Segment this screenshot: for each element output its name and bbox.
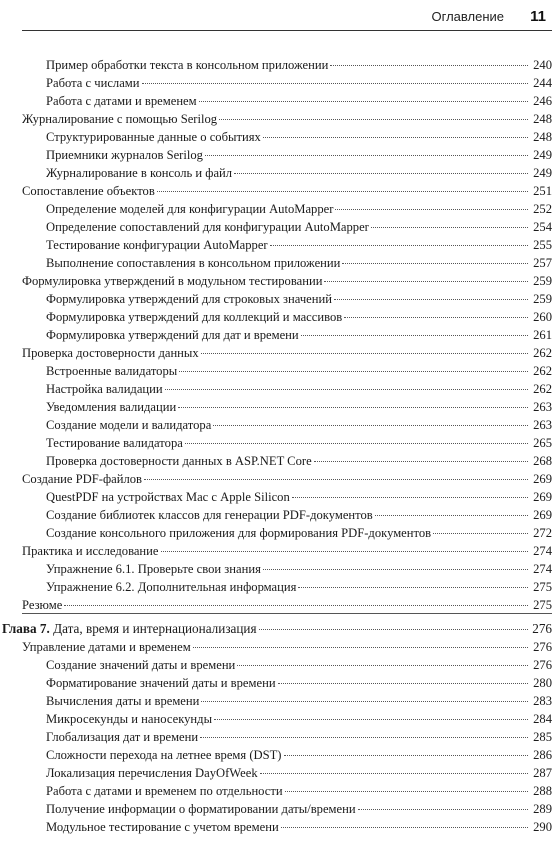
toc-entry-title <box>46 657 235 673</box>
toc-subsection[interactable] <box>46 579 552 595</box>
toc-entry-title <box>46 363 177 379</box>
toc-subsection[interactable] <box>46 729 552 745</box>
entry-title-text: Локализация перечисления DayOfWeek <box>46 766 258 780</box>
toc-subsection[interactable] <box>46 129 552 145</box>
dot-leader <box>285 790 528 792</box>
dot-leader <box>178 406 528 408</box>
toc-section[interactable] <box>22 471 552 487</box>
toc-subsection[interactable] <box>46 675 552 691</box>
entry-title-text: Формулировка утверждений для коллекций и массивов <box>46 310 343 324</box>
toc-subsection[interactable] <box>46 75 552 91</box>
dot-leader <box>284 754 529 756</box>
toc-page-number: 246 <box>533 94 552 108</box>
toc-subsection[interactable] <box>46 327 552 343</box>
toc-page-number: 248 <box>533 112 552 126</box>
dot-leader <box>375 514 528 516</box>
toc-page-number: 259 <box>533 292 552 306</box>
toc-entry-title <box>46 417 211 433</box>
entry-title-text: Создание библиотек классов для генерации PDF-документов <box>46 508 373 522</box>
entry-title-text: Работа с датами и временем <box>46 94 197 108</box>
toc-page-number: 286 <box>533 748 552 762</box>
toc-page-number: 276 <box>533 658 552 672</box>
toc-entry-title <box>22 639 191 655</box>
toc-section[interactable] <box>22 597 552 614</box>
entry-title-text: Микросекунды и наносекунды <box>46 712 213 726</box>
toc-entry-title <box>46 747 282 763</box>
toc-entry-title <box>46 381 163 397</box>
dot-leader <box>144 478 528 480</box>
toc-subsection[interactable] <box>46 525 552 541</box>
dot-leader <box>324 280 528 282</box>
dot-leader <box>344 316 528 318</box>
toc-entry-title <box>46 453 312 469</box>
toc-page-number: 249 <box>533 166 552 180</box>
dot-leader <box>334 298 528 300</box>
chapter-label: Глава 7. <box>2 621 50 636</box>
toc-subsection[interactable] <box>46 147 552 163</box>
toc-entry-title <box>2 621 257 637</box>
toc-page-number: 268 <box>533 454 552 468</box>
toc-subsection[interactable] <box>46 783 552 799</box>
dot-leader <box>234 172 528 174</box>
entry-title-text: Определение моделей для конфигурации AutoMapper <box>46 202 334 216</box>
toc-entry-title <box>22 345 199 361</box>
toc-entry-title <box>46 201 333 217</box>
dot-leader <box>298 586 528 588</box>
entry-title-text: Формулировка утверждений в модульном тестировании <box>22 274 323 288</box>
entry-title-text: Встроенные валидаторы <box>46 364 178 378</box>
dot-leader <box>200 736 528 738</box>
toc-subsection[interactable] <box>46 363 552 379</box>
toc-entry-title <box>46 579 296 595</box>
toc-entry-title <box>46 729 198 745</box>
dot-leader <box>237 664 528 666</box>
dot-leader <box>260 772 528 774</box>
toc-page-number: 240 <box>533 58 552 72</box>
toc-section[interactable] <box>22 639 552 655</box>
entry-title-text: Журналирование с помощью Serilog <box>22 112 218 126</box>
dot-leader <box>219 118 528 120</box>
toc-page-number: 259 <box>533 274 552 288</box>
entry-title-text: Создание значений даты и времени <box>46 658 236 672</box>
toc-entry-title <box>46 675 276 691</box>
dot-leader <box>263 136 528 138</box>
running-header <box>0 8 560 28</box>
toc-entry-title <box>46 93 197 109</box>
dot-leader <box>157 190 528 192</box>
entry-title-text: Журналирование в консоль и файл <box>46 166 233 180</box>
entry-title-text: Резюме <box>22 598 63 612</box>
entry-title-text: Управление датами и временем <box>22 640 191 654</box>
toc-subsection[interactable] <box>46 165 552 181</box>
toc-entry-title <box>46 57 328 73</box>
toc-subsection[interactable] <box>46 57 552 73</box>
toc-subsection[interactable] <box>46 309 552 325</box>
entry-title-text: Пример обработки текста в консольном приложении <box>46 58 329 72</box>
dot-leader <box>358 808 528 810</box>
toc-page-number: 265 <box>533 436 552 450</box>
toc-page-number: 262 <box>533 364 552 378</box>
dot-leader <box>292 496 528 498</box>
toc-page-number: 274 <box>533 562 552 576</box>
entry-title-text: Получение информации о форматировании даты/времени <box>46 802 356 816</box>
toc-subsection[interactable] <box>46 453 552 469</box>
toc-subsection[interactable] <box>46 819 552 835</box>
toc-entry-title <box>46 399 176 415</box>
entry-title-text: Упражнение 6.1. Проверьте свои знания <box>46 562 261 576</box>
dot-leader <box>335 208 528 210</box>
toc-entry-title <box>22 543 159 559</box>
toc-subsection[interactable] <box>46 417 552 433</box>
toc-section[interactable] <box>22 273 552 289</box>
dot-leader <box>201 700 528 702</box>
entry-title-text: Создание консольного приложения для формирования PDF-документов <box>46 526 432 540</box>
toc-page-number: 244 <box>533 76 552 90</box>
dot-leader <box>371 226 528 228</box>
toc-entry-title <box>46 693 199 709</box>
toc-page-number: 290 <box>533 820 552 834</box>
entry-title-text: Проверка достоверности данных <box>22 346 199 360</box>
entry-title-text: Форматирование значений даты и времени <box>46 676 276 690</box>
toc-page-number: 275 <box>533 580 552 594</box>
toc-page-number: 283 <box>533 694 552 708</box>
toc-entry-title <box>46 525 431 541</box>
dot-leader <box>270 244 528 246</box>
entry-title-text: Тестирование конфигурации AutoMapper <box>46 238 268 252</box>
dot-leader <box>330 64 528 66</box>
toc-subsection[interactable] <box>46 489 552 505</box>
toc-entry-title <box>46 75 140 91</box>
dot-leader <box>199 100 528 102</box>
dot-leader <box>201 352 528 354</box>
entry-title-text: Вычисления даты и времени <box>46 694 200 708</box>
header-title: Оглавление <box>431 9 504 24</box>
entry-title-text: Уведомления валидации <box>46 400 177 414</box>
toc-page-number: 252 <box>533 202 552 216</box>
toc-chapter[interactable] <box>2 621 552 637</box>
toc-subsection[interactable] <box>46 381 552 397</box>
dot-leader <box>179 370 528 372</box>
toc-page-number: 248 <box>533 130 552 144</box>
toc-entry-title <box>46 165 232 181</box>
toc-page-number: 260 <box>533 310 552 324</box>
entry-title-text: Модульное тестирование с учетом времени <box>46 820 279 834</box>
toc-subsection[interactable] <box>46 765 552 781</box>
toc-page-number: 289 <box>533 802 552 816</box>
toc-page-number: 276 <box>532 621 552 636</box>
toc-section[interactable] <box>22 111 552 127</box>
dot-leader <box>185 442 528 444</box>
toc-subsection[interactable] <box>46 255 552 271</box>
toc-page-number: 262 <box>533 346 552 360</box>
toc-page-number: 269 <box>533 490 552 504</box>
toc-page-number: 288 <box>533 784 552 798</box>
toc-subsection[interactable] <box>46 507 552 523</box>
entry-title-text: Создание модели и валидатора <box>46 418 212 432</box>
toc-subsection[interactable] <box>46 399 552 415</box>
dot-leader <box>342 262 528 264</box>
toc-entry-title <box>46 435 183 451</box>
dot-leader <box>314 460 528 462</box>
toc-entry-title <box>46 219 369 235</box>
toc-section[interactable] <box>22 183 552 199</box>
toc-page-number: 269 <box>533 508 552 522</box>
dot-leader <box>301 334 528 336</box>
toc-page-number: 284 <box>533 712 552 726</box>
toc-page-number: 285 <box>533 730 552 744</box>
toc-page-number: 263 <box>533 418 552 432</box>
toc-section[interactable] <box>22 543 552 559</box>
entry-title-text: Формулировка утверждений для строковых значений <box>46 292 332 306</box>
toc-subsection[interactable] <box>46 435 552 451</box>
toc-subsection[interactable] <box>46 201 552 217</box>
entry-title-text: Приемники журналов Serilog <box>46 148 203 162</box>
toc-entry-title <box>22 111 217 127</box>
dot-leader <box>205 154 528 156</box>
dot-leader <box>165 388 528 390</box>
entry-title-text: Выполнение сопоставления в консольном приложении <box>46 256 341 270</box>
toc-subsection[interactable] <box>46 219 552 235</box>
dot-leader <box>213 424 528 426</box>
dot-leader <box>281 826 528 828</box>
entry-title-text: Структурированные данные о событиях <box>46 130 261 144</box>
toc-entry-title <box>22 471 142 487</box>
toc-entry-title <box>46 819 279 835</box>
entry-title-text: Работа с числами <box>46 76 140 90</box>
toc-section[interactable] <box>22 345 552 361</box>
toc-entry-title <box>46 489 290 505</box>
entry-title-text: Сложности перехода на летнее время (DST) <box>46 748 282 762</box>
dot-leader <box>259 628 528 630</box>
toc-subsection[interactable] <box>46 747 552 763</box>
toc-entry-title <box>22 273 322 289</box>
entry-title-text: Практика и исследование <box>22 544 159 558</box>
toc-entry-title <box>46 507 373 523</box>
dot-leader <box>263 568 528 570</box>
toc-entry-title <box>46 561 261 577</box>
entry-title-text: Упражнение 6.2. Дополнительная информация <box>46 580 297 594</box>
toc-subsection[interactable] <box>46 291 552 307</box>
entry-title-text: Тестирование валидатора <box>46 436 183 450</box>
toc-page-number: 262 <box>533 382 552 396</box>
toc-page-number: 255 <box>533 238 552 252</box>
dot-leader <box>64 604 528 606</box>
header-page-number: 11 <box>530 8 546 25</box>
toc-page-number: 274 <box>533 544 552 558</box>
entry-title-text: Настройка валидации <box>46 382 163 396</box>
dot-leader <box>161 550 528 552</box>
toc-entry-title <box>46 765 258 781</box>
toc-page-number: 276 <box>533 640 552 654</box>
toc-page-number: 257 <box>533 256 552 270</box>
entry-title-text: QuestPDF на устройствах Mac с Apple Silicon <box>46 490 290 504</box>
toc-page-number: 275 <box>533 598 552 612</box>
toc-entry-title <box>46 129 261 145</box>
toc-subsection[interactable] <box>46 801 552 817</box>
toc-entry-title <box>46 711 212 727</box>
toc-page-number: 269 <box>533 472 552 486</box>
dot-leader <box>433 532 528 534</box>
toc-page-number: 261 <box>533 328 552 342</box>
entry-title-text: Формулировка утверждений для дат и времени <box>46 328 299 342</box>
toc-entry-title <box>46 309 342 325</box>
toc-subsection[interactable] <box>46 693 552 709</box>
entry-title-text: Определение сопоставлений для конфигурации AutoMapper <box>46 220 369 234</box>
entry-title-text: Создание PDF-файлов <box>22 472 142 486</box>
toc-entry-title <box>22 597 62 613</box>
toc-page-number: 251 <box>533 184 552 198</box>
toc-page-number: 263 <box>533 400 552 414</box>
toc-page-number: 280 <box>533 676 552 690</box>
toc-subsection[interactable] <box>46 561 552 577</box>
toc-entry-title <box>46 783 283 799</box>
toc-subsection[interactable] <box>46 711 552 727</box>
toc-subsection[interactable] <box>46 657 552 673</box>
entry-title-text: Работа с датами и временем по отдельности <box>46 784 283 798</box>
toc-entry-title <box>46 801 356 817</box>
dot-leader <box>193 646 528 648</box>
header-rule <box>22 30 552 31</box>
toc-entry-title <box>46 237 268 253</box>
toc-subsection[interactable] <box>46 237 552 253</box>
entry-title-text: Глобализация дат и времени <box>46 730 199 744</box>
toc-page-number: 272 <box>533 526 552 540</box>
toc-page-number: 249 <box>533 148 552 162</box>
toc-entry-title <box>46 327 299 343</box>
entry-title-text: Дата, время и интернационализация <box>53 621 257 636</box>
toc-entry-title <box>22 183 155 199</box>
dot-leader <box>142 82 528 84</box>
toc-subsection[interactable] <box>46 93 552 109</box>
toc-page-number: 287 <box>533 766 552 780</box>
toc-page-number: 254 <box>533 220 552 234</box>
dot-leader <box>278 682 528 684</box>
entry-title-text: Сопоставление объектов <box>22 184 155 198</box>
toc-entry-title <box>46 291 332 307</box>
dot-leader <box>214 718 528 720</box>
toc-entry-title <box>46 255 340 271</box>
entry-title-text: Проверка достоверности данных в ASP.NET Core <box>46 454 312 468</box>
toc-entry-title <box>46 147 203 163</box>
